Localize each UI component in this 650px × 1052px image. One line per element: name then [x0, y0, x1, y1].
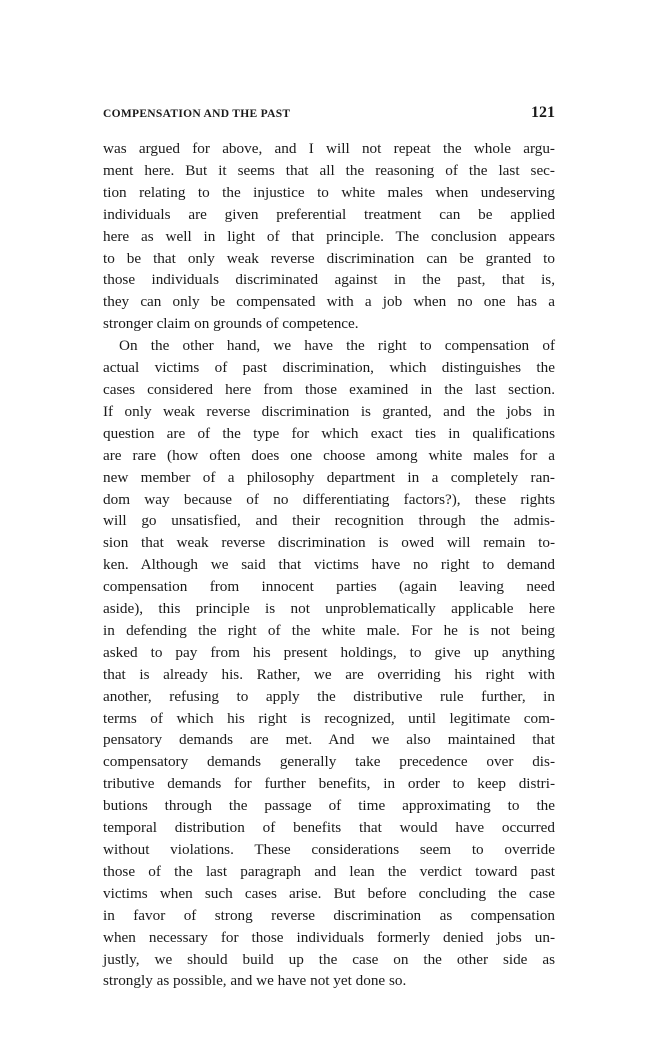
- text-line: butions through the passage of time approximating to the: [103, 797, 555, 815]
- text-line: those of the last paragraph and lean the verdict toward past: [103, 862, 555, 880]
- running-title: COMPENSATION AND THE PAST: [103, 108, 291, 120]
- text-line: asked to pay from his present holdings, to give up anything: [103, 643, 555, 661]
- text-line: actual victims of past discrimination, which distinguishes the: [103, 359, 555, 377]
- text-line: strongly as possible, and we have not yet done so.: [103, 972, 407, 990]
- text-line: tributive demands for further benefits, in order to keep distri-: [103, 775, 555, 793]
- text-line: compensation from innocent parties (again leaving need: [103, 578, 555, 596]
- running-head: [103, 104, 555, 130]
- text-line: sion that weak reverse discrimination is owed will remain to-: [103, 534, 555, 552]
- text-line: stronger claim on grounds of competence.: [103, 315, 359, 333]
- book-page: [103, 104, 555, 992]
- text-line: new member of a philosophy department in a completely ran-: [103, 468, 555, 486]
- text-line: tion relating to the injustice to white males when undeserving: [103, 183, 555, 201]
- text-line: another, refusing to apply the distributive rule further, in: [103, 687, 555, 705]
- text-line: cases considered here from those examined in the last section.: [103, 380, 555, 398]
- text-line: justly, we should build up the case on the other side as: [103, 950, 555, 968]
- text-line: temporal distribution of benefits that would have occurred: [103, 819, 555, 837]
- text-line: ken. Although we said that victims have no right to demand: [103, 556, 555, 574]
- page-number: 121: [531, 104, 555, 121]
- text-line: aside), this principle is not unproblematically applicable here: [103, 600, 555, 618]
- text-line: dom way because of no differentiating factors?), these rights: [103, 490, 555, 508]
- text-line: they can only be compensated with a job when no one has a: [103, 293, 555, 311]
- text-line: will go unsatisfied, and their recognition through the admis-: [103, 512, 555, 530]
- text-line: terms of which his right is recognized, until legitimate com-: [103, 709, 555, 727]
- text-line: are rare (how often does one choose among white males for a: [103, 446, 555, 464]
- text-line: without violations. These considerations seem to override: [103, 841, 555, 858]
- text-line: question are of the type for which exact ties in qualifications: [103, 424, 555, 442]
- text-line: in favor of strong reverse discrimination as compensation: [103, 906, 555, 924]
- text-line: victims when such cases arise. But before concluding the case: [103, 884, 555, 902]
- text-line: pensatory demands are met. And we also maintained that: [103, 731, 555, 749]
- paragraph: [103, 335, 555, 992]
- text-line: when necessary for those individuals formerly denied jobs un-: [103, 928, 555, 946]
- text-line: compensatory demands generally take precedence over dis-: [103, 753, 555, 771]
- body-text: [103, 138, 555, 992]
- text-line: those individuals discriminated against in the past, that is,: [103, 271, 555, 289]
- text-line: to be that only weak reverse discrimination can be granted to: [103, 249, 555, 267]
- text-line: individuals are given preferential treatment can be applied: [103, 205, 555, 223]
- text-line: On the other hand, we have the right to compensation of: [119, 337, 555, 355]
- paragraph: [103, 138, 555, 335]
- text-line: that is already his. Rather, we are overriding his right with: [103, 665, 555, 683]
- text-line: ment here. But it seems that all the reasoning of the last sec-: [103, 161, 555, 179]
- text-line: If only weak reverse discrimination is granted, and the jobs in: [103, 402, 555, 420]
- text-line: in defending the right of the white male. For he is not being: [103, 621, 555, 639]
- text-line: was argued for above, and I will not repeat the whole argu-: [103, 140, 555, 157]
- text-line: here as well in light of that principle. The conclusion appears: [103, 227, 555, 245]
